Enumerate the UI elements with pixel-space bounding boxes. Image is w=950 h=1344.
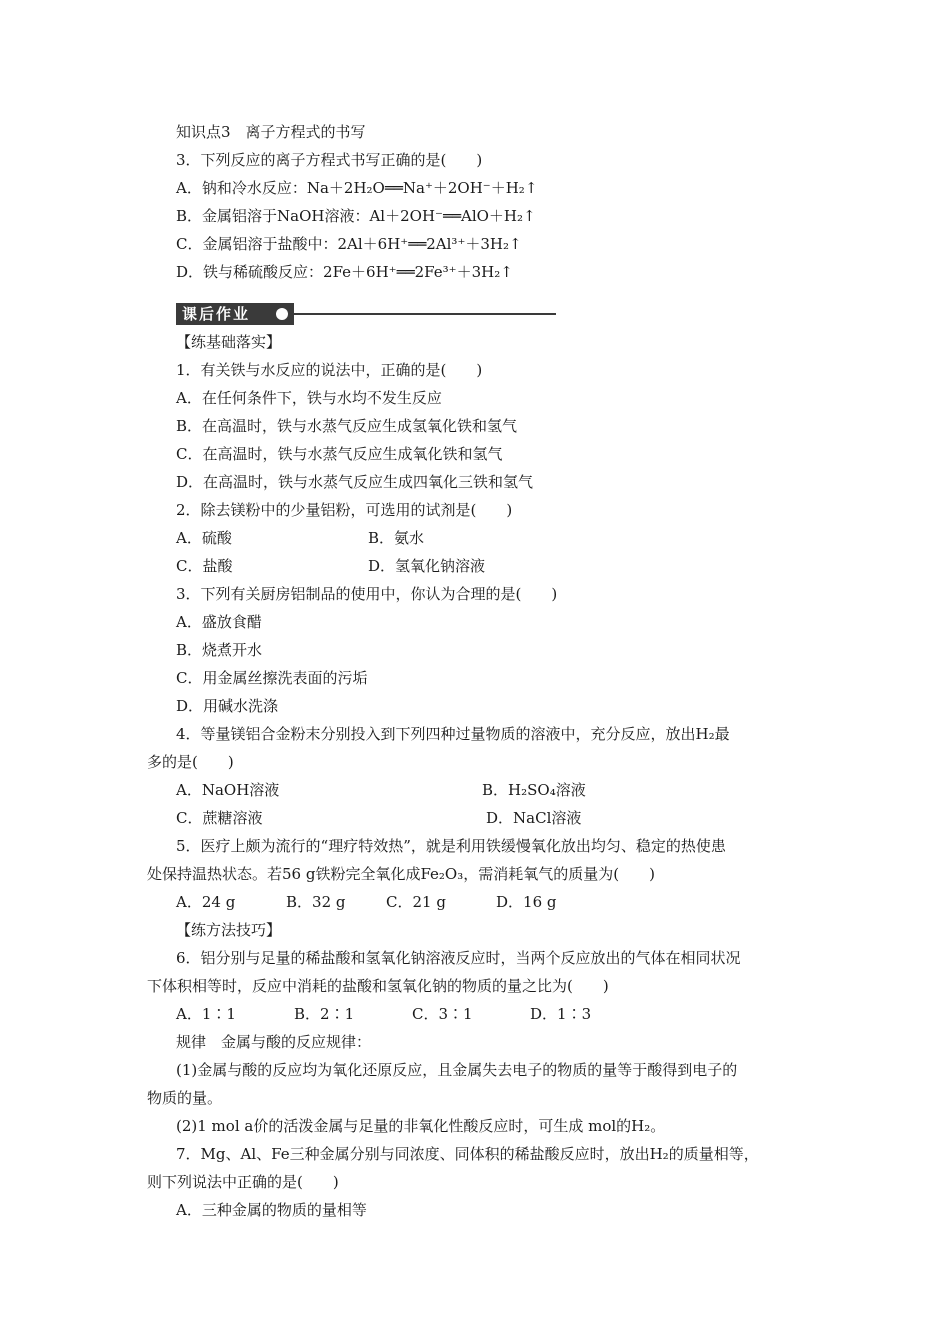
q4-option-a: A．NaOH溶液 xyxy=(176,781,280,799)
q4-option-d: D．NaCl溶液 xyxy=(486,809,582,827)
question-7-line-1: 7．Mg、Al、Fe三种金属分别与同浓度、同体积的稀盐酸反应时，放出H₂的质量相等， xyxy=(176,1145,759,1163)
q2-option-b: B．氨水 xyxy=(368,529,425,547)
question-7-line-2: 则下列说法中正确的是( ) xyxy=(147,1173,339,1191)
q1-option-b: B．在高温时，铁与水蒸气反应生成氢氧化铁和氢气 xyxy=(176,417,518,435)
q2-option-c: C．盐酸 xyxy=(176,557,233,575)
q5-option-b: B．32 g xyxy=(286,893,346,911)
q3-option-d: D．用碱水洗涤 xyxy=(176,697,279,715)
bullet-icon xyxy=(276,308,288,320)
q6-option-c: C．3∶1 xyxy=(412,1005,473,1023)
q3-option-c: C．用金属丝擦洗表面的污垢 xyxy=(176,669,368,687)
q4-option-c: C．蔗糖溶液 xyxy=(176,809,263,827)
question-3b: 3．下列有关厨房铝制品的使用中，你认为合理的是( ) xyxy=(176,585,558,603)
question-3: 3．下列反应的离子方程式书写正确的是( ) xyxy=(176,151,483,169)
option-c: C．金属铝溶于盐酸中：2Al＋6H⁺══2Al³⁺＋3H₂↑ xyxy=(176,235,522,253)
option-d: D．铁与稀硫酸反应：2Fe＋6H⁺══2Fe³⁺＋3H₂↑ xyxy=(176,263,513,281)
q5-option-c: C．21 g xyxy=(386,893,446,911)
rule-1-line-1: (1)金属与酸的反应均为氧化还原反应，且金属失去电子的物质的量等于酸得到电子的 xyxy=(176,1061,738,1079)
rule-2: (2)1 mol a价的活泼金属与足量的非氧化性酸反应时，可生成 mol的H₂。 xyxy=(176,1117,666,1135)
question-4-line-2: 多的是( ) xyxy=(147,753,234,771)
q1-option-d: D．在高温时，铁与水蒸气反应生成四氧化三铁和氢气 xyxy=(176,473,534,491)
option-a: A．钠和冷水反应：Na＋2H₂O══Na⁺＋2OH⁻＋H₂↑ xyxy=(176,179,538,197)
question-5-line-2: 处保持温热状态。若56 g铁粉完全氧化成Fe₂O₃，需消耗氧气的质量为( ) xyxy=(147,865,655,883)
question-1: 1．有关铁与水反应的说法中，正确的是( ) xyxy=(176,361,483,379)
q6-option-d: D．1∶3 xyxy=(530,1005,592,1023)
question-6-line-2: 下体积相等时，反应中消耗的盐酸和氢氧化钠的物质的量之比为( ) xyxy=(147,977,609,995)
divider xyxy=(294,313,556,315)
q5-option-d: D．16 g xyxy=(496,893,557,911)
q3-option-a: A．盛放食醋 xyxy=(176,613,262,631)
banner-label: 课后作业 xyxy=(176,303,294,325)
q3-option-b: B．烧煮开水 xyxy=(176,641,263,659)
q1-option-a: A．在任何条件下，铁与水均不发生反应 xyxy=(176,389,442,407)
q2-option-a: A．硫酸 xyxy=(176,529,232,547)
question-4-line-1: 4．等量镁铝合金粉末分别投入到下列四种过量物质的溶液中，充分反应，放出H₂最 xyxy=(176,725,730,743)
question-6-line-1: 6．铝分别与足量的稀盐酸和氢氧化钠溶液反应时，当两个反应放出的气体在相同状况 xyxy=(176,949,741,967)
question-2: 2．除去镁粉中的少量铝粉，可选用的试剂是( ) xyxy=(176,501,513,519)
q6-option-b: B．2∶1 xyxy=(294,1005,355,1023)
rule-1-line-2: 物质的量。 xyxy=(147,1089,223,1107)
q6-option-a: A．1∶1 xyxy=(176,1005,236,1023)
rule-heading: 规律 金属与酸的反应规律： xyxy=(176,1033,372,1051)
q4-option-b: B．H₂SO₄溶液 xyxy=(482,781,586,799)
q2-option-d: D．氢氧化钠溶液 xyxy=(368,557,486,575)
q1-option-c: C．在高温时，铁与水蒸气反应生成氧化铁和氢气 xyxy=(176,445,503,463)
q5-option-a: A．24 g xyxy=(176,893,236,911)
section-heading: 知识点3 离子方程式的书写 xyxy=(176,123,366,141)
q7-option-a: A．三种金属的物质的量相等 xyxy=(176,1201,367,1219)
homework-banner xyxy=(176,303,556,325)
method-heading: 【练方法技巧】 xyxy=(176,921,282,939)
question-5-line-1: 5．医疗上颇为流行的“理疗特效热”，就是利用铁缓慢氧化放出均匀、稳定的热使患 xyxy=(176,837,726,855)
option-b: B．金属铝溶于NaOH溶液：Al＋2OH⁻══AlO＋H₂↑ xyxy=(176,207,536,225)
basic-heading: 【练基础落实】 xyxy=(176,333,282,351)
